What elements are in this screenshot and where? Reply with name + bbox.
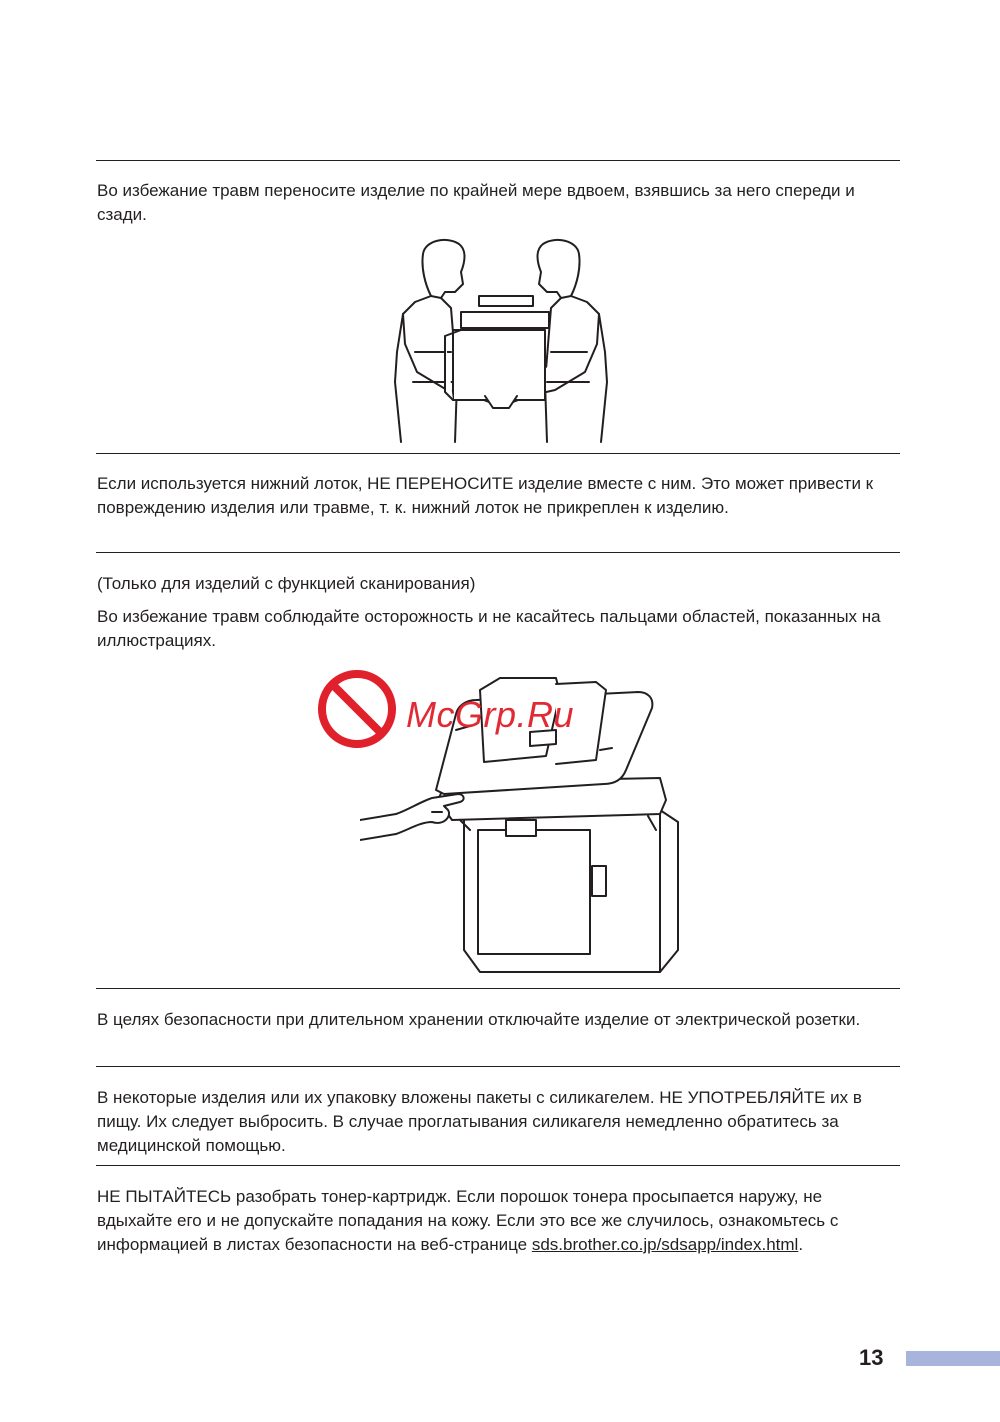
scan-note-text: (Только для изделий с функцией сканирования) (97, 574, 476, 593)
page-accent-bar (906, 1351, 1000, 1366)
divider (96, 552, 900, 553)
watermark: McGrp.Ru (406, 694, 575, 735)
silica-gel-warning-text: В некоторые изделия или их упаковку вложены пакеты с силикагелем. НЕ УПОТРЕБЛЯЙТЕ их в пищу. Их следует выбросить. В случае проглатывания силикагеля немедленно обратитесь за медицинской помощью. (97, 1088, 862, 1155)
sds-link[interactable]: sds.brother.co.jp/sdsapp/index.html (531, 1235, 799, 1254)
divider (96, 160, 900, 161)
page-number: 13 (859, 1345, 884, 1370)
divider (96, 1066, 900, 1067)
storage-warning-text: В целях безопасности при длительном хранении отключайте изделие от электрической розетки. (97, 1010, 861, 1029)
lower-tray-warning-text: Если используется нижний лоток, НЕ ПЕРЕНОСИТЕ изделие вместе с ним. Это может привести к повреждению изделия или травме, т. к. нижний лоток не прикреплен к изделию. (97, 474, 874, 517)
divider (96, 1165, 900, 1166)
toner-warning-prefix: НЕ ПЫТАЙТЕСЬ разобрать тонер-картридж. Если порошок тонера просыпается наружу, не вдыхайте его и не допускайте попадания на кожу. Если это все же случилось, ознакомьтесь с информацией в листах безопасности на веб-странице (97, 1187, 839, 1254)
finger-warning-text: Во избежание травм соблюдайте осторожность и не касайтесь пальцами областей, показанных на иллюстрациях. (97, 607, 881, 650)
divider (96, 453, 900, 454)
two-people-carrying-illustration (385, 232, 617, 444)
toner-warning-text (97, 1185, 902, 1257)
toner-warning-suffix: . (798, 1235, 804, 1254)
carry-warning-text: Во избежание травм переносите изделие по крайней мере вдвоем, взявшись за него спереди и сзади. (97, 181, 855, 224)
divider (96, 988, 900, 989)
